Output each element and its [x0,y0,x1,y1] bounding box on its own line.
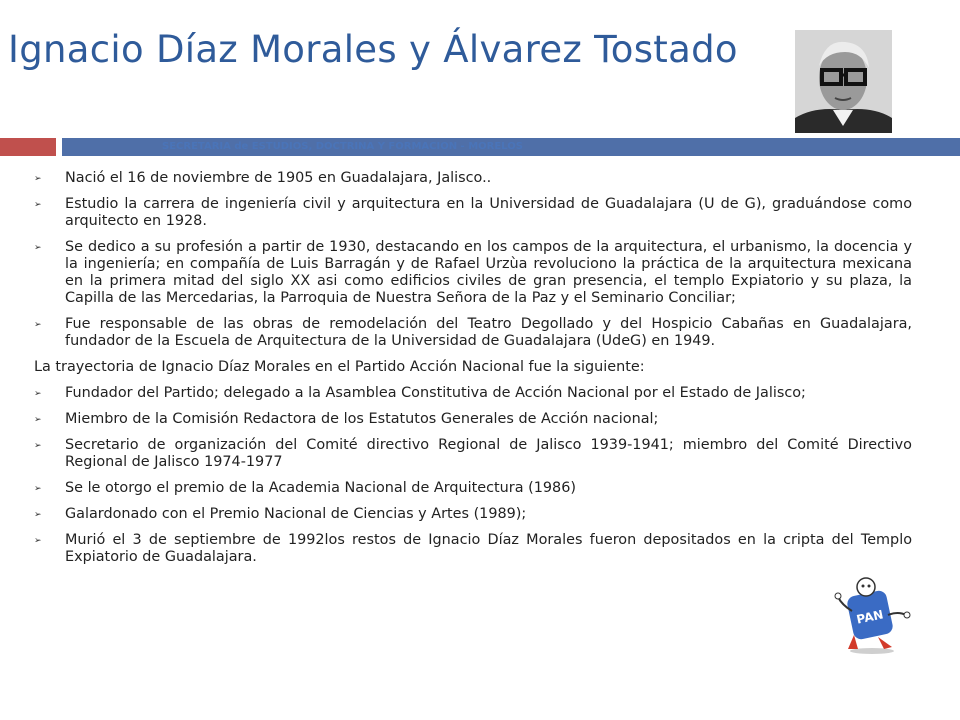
arrow-bullet-icon: ➢ [34,320,42,330]
bullet-text: Galardonado con el Premio Nacional de Ciencias y Artes (1989); [65,506,527,522]
bullet-text: Se dedico a su profesión a partir de 1930, destacando en los campos de la arquitectura, el urbanismo, la docencia y la ingeniería; en compañía de Luis Barragán y de Rafael Urzùa revoluciono la práctica de la arquitectura mexicana en la primera mitad del siglo XX asi como edificios civiles de gran presencia, el templo Expiatorio y su plaza, la Capilla de las Mercedarias, la Parroquia de Nuestra Señora de la Paz y el Seminario Conciliar; [65,239,912,306]
bullet-item [34,506,912,523]
bullet-item [34,532,912,566]
slide-content [34,170,912,575]
mascot-label: PAN [855,607,885,627]
bullet-item [34,239,912,307]
bullet-text: Fundador del Partido; delegado a la Asamblea Constitutiva de Acción Nacional por el Estado de Jalisco; [65,385,806,401]
bullet-text: Murió el 3 de septiembre de 1992los restos de Ignacio Díaz Morales fueron depositados en la cripta del Templo Expiatorio de Guadalajara. [65,532,912,565]
accent-bar-blue [62,138,960,156]
party-heading: La trayectoria de Ignacio Díaz Morales en el Partido Acción Nacional fue la siguiente: [34,359,645,375]
arrow-bullet-icon: ➢ [34,243,42,253]
slide-title: Ignacio Díaz Morales y Álvarez Tostado [8,28,738,71]
arrow-bullet-icon: ➢ [34,174,42,184]
arrow-bullet-icon: ➢ [34,536,42,546]
accent-bar-red [0,138,56,156]
arrow-bullet-icon: ➢ [34,441,42,451]
arrow-bullet-icon: ➢ [34,389,42,399]
bullet-text: Se le otorgo el premio de la Academia Nacional de Arquitectura (1986) [65,480,576,496]
bullet-item [34,411,912,428]
bullet-item [34,196,912,230]
bullet-text: Miembro de la Comisión Redactora de los Estatutos Generales de Acción nacional; [65,411,659,427]
arrow-bullet-icon: ➢ [34,510,42,520]
bullet-item [34,170,912,187]
bullet-item [34,480,912,497]
pan-mascot-icon [832,575,912,655]
bullet-text: Nació el 16 de noviembre de 1905 en Guadalajara, Jalisco.. [65,170,492,186]
banner-text: SECRETARIA de ESTUDIOS, DOCTRINA Y FORMACION - MORELOS [162,141,523,152]
bullet-text: Estudio la carrera de ingeniería civil y arquitectura en la Universidad de Guadalajara (U de G), graduándose como arquitecto en 1928. [65,196,912,229]
arrow-bullet-icon: ➢ [34,415,42,425]
portrait-photo [795,30,892,133]
arrow-bullet-icon: ➢ [34,484,42,494]
arrow-bullet-icon: ➢ [34,200,42,210]
bullet-text: Fue responsable de las obras de remodelación del Teatro Degollado y del Hospicio Cabañas en Guadalajara, fundador de la Escuela de Arquitectura de la Universidad de Guadalajara (UdeG) en 1949. [65,316,912,349]
bullet-item [34,437,912,471]
bullet-item [34,316,912,350]
bullet-text: Secretario de organización del Comité directivo Regional de Jalisco 1939-1941; miembro del Comité Directivo Regional de Jalisco 1974-1977 [65,437,912,470]
bullet-item [34,385,912,402]
